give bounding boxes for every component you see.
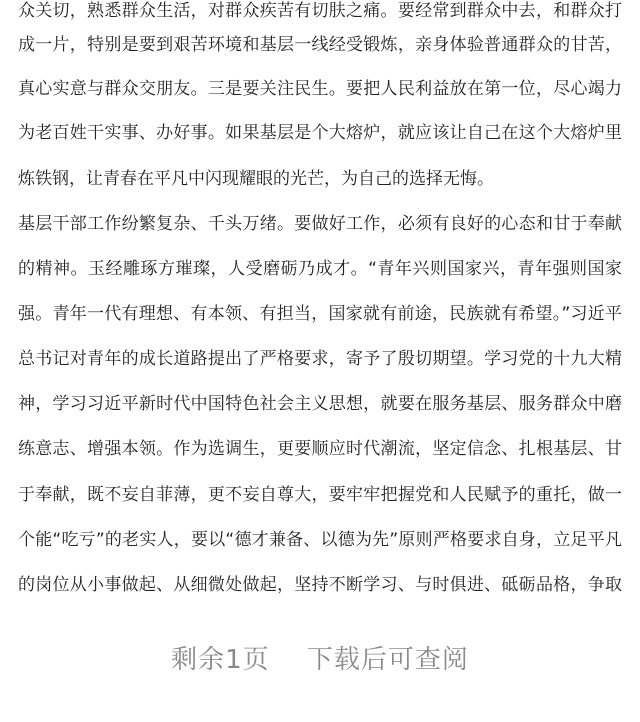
- text-line: 的岗位从小事做起、从细微处做起，坚持不断学习、与时俱进、砥砺品格，争取: [18, 575, 622, 595]
- text-line: 真心实意与群众交朋友。三是要关注民生。要把人民利益放在第一位，尽心竭力: [18, 79, 622, 99]
- download-to-read-label[interactable]: 下载后可查阅: [306, 645, 469, 675]
- text-line: 成一片，特别是要到艰苦环境和基层一线经受锻炼，亲身体验普通群众的甘苦，: [18, 35, 622, 55]
- text-line: 神，学习习近平新时代中国特色社会主义思想，就要在服务基层、服务群众中磨: [18, 394, 622, 414]
- text-line: 众关切，熟悉群众生活，对群众疾苦有切肤之痛。要经常到群众中去，和群众打: [18, 1, 622, 21]
- text-line: 个能“吃亏”的老实人，要以“德才兼备、以德为先”原则严格要求自身，立足平凡: [18, 530, 622, 550]
- read-more-banner[interactable]: [0, 640, 640, 680]
- remaining-pages-label: 剩余1页: [171, 645, 270, 675]
- text-line: 强。青年一代有理想、有本领、有担当，国家就有前途，民族就有希望。”习近平: [18, 304, 622, 324]
- text-line: 于奉献，既不妄自菲薄，更不妄自尊大，要牢牢把握党和人民赋予的重托，做一: [18, 485, 622, 505]
- text-line: 为老百姓干实事、办好事。如果基层是个大熔炉，就应该让自己在这个大熔炉里: [18, 123, 622, 143]
- text-line: 总书记对青年的成长道路提出了严格要求，寄予了殷切期望。学习党的十九大精: [18, 349, 622, 369]
- text-line: 练意志、增强本领。作为选调生，更要顺应时代潮流，坚定信念、扎根基层、甘: [18, 439, 622, 459]
- text-line: 基层干部工作纷繁复杂、千头万绪。要做好工作，必须有良好的心态和甘于奉献: [18, 214, 622, 234]
- text-line: 炼铁钢，让青春在平凡中闪现耀眼的光芒，为自己的选择无悔。: [18, 169, 494, 189]
- text-line: 的精神。玉经雕琢方璀璨，人受磨砺乃成才。“青年兴则国家兴，青年强则国家: [18, 259, 622, 279]
